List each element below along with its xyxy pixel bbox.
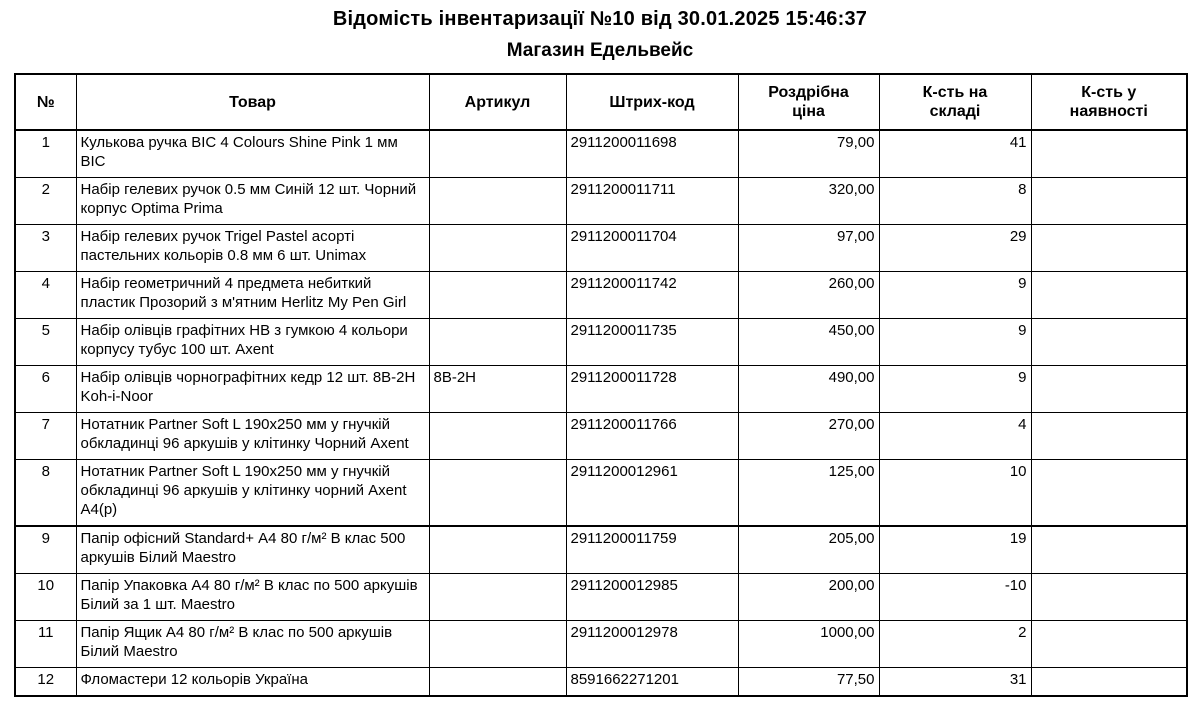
stock-qty-cell: 19 bbox=[879, 526, 1031, 574]
stock-qty-cell: 9 bbox=[879, 272, 1031, 319]
available-qty-cell bbox=[1031, 460, 1187, 527]
product-cell: Набір гелевих ручок Trigel Pastel асорті пастельних кольорів 0.8 мм 6 шт. Unimax bbox=[76, 225, 429, 272]
price-cell: 77,50 bbox=[738, 668, 879, 697]
article-cell: 8B-2H bbox=[429, 366, 566, 413]
table-row bbox=[15, 413, 1187, 460]
stock-qty-cell: 29 bbox=[879, 225, 1031, 272]
article-cell bbox=[429, 178, 566, 225]
article-cell bbox=[429, 319, 566, 366]
price-cell: 450,00 bbox=[738, 319, 879, 366]
price-cell: 260,00 bbox=[738, 272, 879, 319]
price-cell: 200,00 bbox=[738, 574, 879, 621]
available-qty-cell bbox=[1031, 319, 1187, 366]
stock-qty-cell: 4 bbox=[879, 413, 1031, 460]
row-number-cell: 4 bbox=[15, 272, 76, 319]
product-cell: Нотатник Partner Soft L 190x250 мм у гнучкій обкладинці 96 аркушів у клітинку Чорний Axent bbox=[76, 413, 429, 460]
barcode-cell: 2911200012985 bbox=[566, 574, 738, 621]
barcode-cell: 2911200011735 bbox=[566, 319, 738, 366]
column-header-number: № bbox=[15, 74, 76, 130]
barcode-cell: 8591662271201 bbox=[566, 668, 738, 697]
stock-qty-cell: 9 bbox=[879, 366, 1031, 413]
table-row bbox=[15, 574, 1187, 621]
article-cell bbox=[429, 413, 566, 460]
column-header-stock-qty: К-сть на складі bbox=[879, 74, 1031, 130]
price-cell: 490,00 bbox=[738, 366, 879, 413]
available-qty-cell bbox=[1031, 668, 1187, 697]
available-qty-cell bbox=[1031, 272, 1187, 319]
store-name-subtitle: Магазин Едельвейс bbox=[506, 40, 694, 61]
stock-qty-cell: 10 bbox=[879, 460, 1031, 527]
column-header-retail-price: Роздрібна ціна bbox=[738, 74, 879, 130]
product-cell: Папір офісний Standard+ А4 80 г/м² В клас 500 аркушів Білий Maestro bbox=[76, 526, 429, 574]
article-cell bbox=[429, 460, 566, 527]
table-row bbox=[15, 366, 1187, 413]
inventory-table-header bbox=[15, 74, 1187, 130]
available-qty-cell bbox=[1031, 526, 1187, 574]
row-number-cell: 5 bbox=[15, 319, 76, 366]
inventory-table bbox=[14, 73, 1188, 697]
row-number-cell: 2 bbox=[15, 178, 76, 225]
stock-qty-cell: -10 bbox=[879, 574, 1031, 621]
row-number-cell: 1 bbox=[15, 130, 76, 178]
available-qty-cell bbox=[1031, 366, 1187, 413]
available-qty-cell bbox=[1031, 178, 1187, 225]
stock-qty-cell: 9 bbox=[879, 319, 1031, 366]
barcode-cell: 2911200011766 bbox=[566, 413, 738, 460]
product-cell: Набір олівців чорнографітних кедр 12 шт. 8B-2H Koh-i-Noor bbox=[76, 366, 429, 413]
article-cell bbox=[429, 574, 566, 621]
row-number-cell: 11 bbox=[15, 621, 76, 668]
article-cell bbox=[429, 225, 566, 272]
stock-qty-cell: 2 bbox=[879, 621, 1031, 668]
product-cell: Набір гелевих ручок 0.5 мм Синій 12 шт. Чорний корпус Optima Prima bbox=[76, 178, 429, 225]
article-cell bbox=[429, 130, 566, 178]
product-cell: Нотатник Partner Soft L 190x250 мм у гнучкій обкладинці 96 аркушів у клітинку чорний Axent A4(р) bbox=[76, 460, 429, 527]
price-cell: 79,00 bbox=[738, 130, 879, 178]
price-cell: 97,00 bbox=[738, 225, 879, 272]
barcode-cell: 2911200011711 bbox=[566, 178, 738, 225]
row-number-cell: 7 bbox=[15, 413, 76, 460]
column-header-article: Артикул bbox=[429, 74, 566, 130]
product-cell: Фломастери 12 кольорів Україна bbox=[76, 668, 429, 697]
barcode-cell: 2911200011698 bbox=[566, 130, 738, 178]
price-cell: 125,00 bbox=[738, 460, 879, 527]
table-row bbox=[15, 460, 1187, 527]
available-qty-cell bbox=[1031, 130, 1187, 178]
price-cell: 320,00 bbox=[738, 178, 879, 225]
available-qty-cell bbox=[1031, 574, 1187, 621]
row-number-cell: 8 bbox=[15, 460, 76, 527]
row-number-cell: 10 bbox=[15, 574, 76, 621]
column-header-available-qty: К-сть у наявності bbox=[1031, 74, 1187, 130]
row-number-cell: 9 bbox=[15, 526, 76, 574]
inventory-table-body bbox=[15, 130, 1187, 696]
price-cell: 1000,00 bbox=[738, 621, 879, 668]
article-cell bbox=[429, 668, 566, 697]
product-cell: Папір Упаковка А4 80 г/м² В клас по 500 аркушів Білий за 1 шт. Maestro bbox=[76, 574, 429, 621]
table-row bbox=[15, 178, 1187, 225]
table-row bbox=[15, 621, 1187, 668]
product-cell: Кулькова ручка BIC 4 Colours Shine Pink 1 мм BIC bbox=[76, 130, 429, 178]
stock-qty-cell: 31 bbox=[879, 668, 1031, 697]
stock-qty-cell: 8 bbox=[879, 178, 1031, 225]
barcode-cell: 2911200012961 bbox=[566, 460, 738, 527]
price-cell: 270,00 bbox=[738, 413, 879, 460]
barcode-cell: 2911200011704 bbox=[566, 225, 738, 272]
product-cell: Папір Ящик А4 80 г/м² В клас по 500 аркушів Білий Maestro bbox=[76, 621, 429, 668]
table-row bbox=[15, 130, 1187, 178]
price-cell: 205,00 bbox=[738, 526, 879, 574]
available-qty-cell bbox=[1031, 413, 1187, 460]
row-number-cell: 3 bbox=[15, 225, 76, 272]
barcode-cell: 2911200011728 bbox=[566, 366, 738, 413]
available-qty-cell bbox=[1031, 621, 1187, 668]
document-title: Відомість інвентаризації №10 від 30.01.2025 15:46:37 bbox=[332, 8, 868, 30]
barcode-cell: 2911200011759 bbox=[566, 526, 738, 574]
article-cell bbox=[429, 526, 566, 574]
table-row bbox=[15, 272, 1187, 319]
barcode-cell: 2911200012978 bbox=[566, 621, 738, 668]
column-header-product: Товар bbox=[76, 74, 429, 130]
product-cell: Набір геометричний 4 предмета небиткий пластик Прозорий з м'ятним Herlitz My Pen Girl bbox=[76, 272, 429, 319]
table-row bbox=[15, 225, 1187, 272]
barcode-cell: 2911200011742 bbox=[566, 272, 738, 319]
article-cell bbox=[429, 621, 566, 668]
table-row bbox=[15, 526, 1187, 574]
article-cell bbox=[429, 272, 566, 319]
available-qty-cell bbox=[1031, 225, 1187, 272]
table-row bbox=[15, 668, 1187, 697]
product-cell: Набір олівців графітних HB з гумкою 4 кольори корпусу тубус 100 шт. Axent bbox=[76, 319, 429, 366]
table-row bbox=[15, 319, 1187, 366]
stock-qty-cell: 41 bbox=[879, 130, 1031, 178]
column-header-barcode: Штрих-код bbox=[566, 74, 738, 130]
row-number-cell: 12 bbox=[15, 668, 76, 697]
row-number-cell: 6 bbox=[15, 366, 76, 413]
